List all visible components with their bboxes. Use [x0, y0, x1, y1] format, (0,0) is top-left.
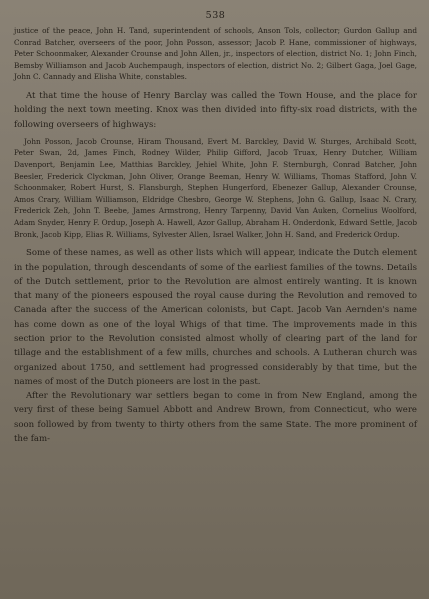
officers-list-paragraph: justice of the peace, John H. Tand, superintendent of schools, Anson Tols, collector; Gurdon Gallup and Conrad Batcher, overseers of the poor, John Posson, assessor; Jacob P. Hane, commissioner of highways, Peter Schoonmaker, Alexander Crounse and John Allen, jr., inspectors of election, district No. 1; John Finch, Bemsby Williamson and Jacob Auchempaugh, inspectors of election, district No. 2; Gilbert Gaga, Joel Gage, John C. Cannady and Elisha White, constables.: [14, 26, 417, 82]
road-overseers-list: John Posson, Jacob Crounse, Hiram Thousand, Evert M. Barckley, David W. Sturges, Archibald Scott, Peter Swan, 2d, James Finch, Rodney Wilder, Philip Gifford, Jacob Truax, Henry Dutcher, William Davenport, Benjamin Lee, Matthias Barckley, Jehiel White, John F. Sternburgh, Conrad Batcher, John Beesler, Frederick Clyckman, John Oliver, Orange Beeman, Henry W. Williams, Thomas Stafford, John V. Schoonmaker, Robert Hurst, S. Flansburgh, Stephen Hungerford, Ebenezer Gallup, Alexander Crounse, Amos Crary, William Williamson, Eldridge Chesbro, George W. Stephens, John G. Gallup, Isaac N. Crary, Frederick Zeh, John T. Beebe, James Armstrong, Henry Tarpenny, David Van Auken, Cornelius Woolford, Adam Snyder, Henry F. Ordup, Joseph A. Hawell, Azor Gallup, Abraham H. Onderdonk, Edward Settle, Jacob Bronk, Jacob Kipp, Elias R. Williams, Sylvester Allen, Israel Walker, John H. Sand, and Frederick Ordup.: [14, 136, 417, 239]
page-number: 538: [205, 10, 226, 21]
town-house-paragraph: At that time the house of Henry Barclay was called the Town House, and the place for holding the next town meeting. Knox was then divided into fifty-six road districts, with the following overseers of highways:: [14, 90, 417, 130]
dutch-element-paragraph: Some of these names, as well as other lists which will appear, indicate the Dutch element in the population, through descendants of some of the earliest families of the towns. Details of the Dutch settlement, prior to the Revolution are almost entirely wanting. It is known that many of the pioneers espoused the royal cause during the Revolution and removed to Canada after the success of the American colonists, but Capt. Jacob Van Aernden's name has come down as one of the loyal Whigs of that time. The improvements made in this section prior to the Revolution consisted almost wholly of clearing part of the land for tillage and the establishment of a few mills, churches and schools. A Lutheran church was organized about 1750, and settlement had progressed considerably by that time, but the names of most of the Dutch pioneers are lost in the past.: [14, 248, 417, 387]
after-revolution-paragraph: After the Revolutionary war settlers began to come in from New England, among the very first of these being Samuel Abbott and Andrew Brown, from Connecticut, who were soon followed by from twenty to thirty others from the same State. The more prominent of the fam-: [14, 391, 417, 445]
